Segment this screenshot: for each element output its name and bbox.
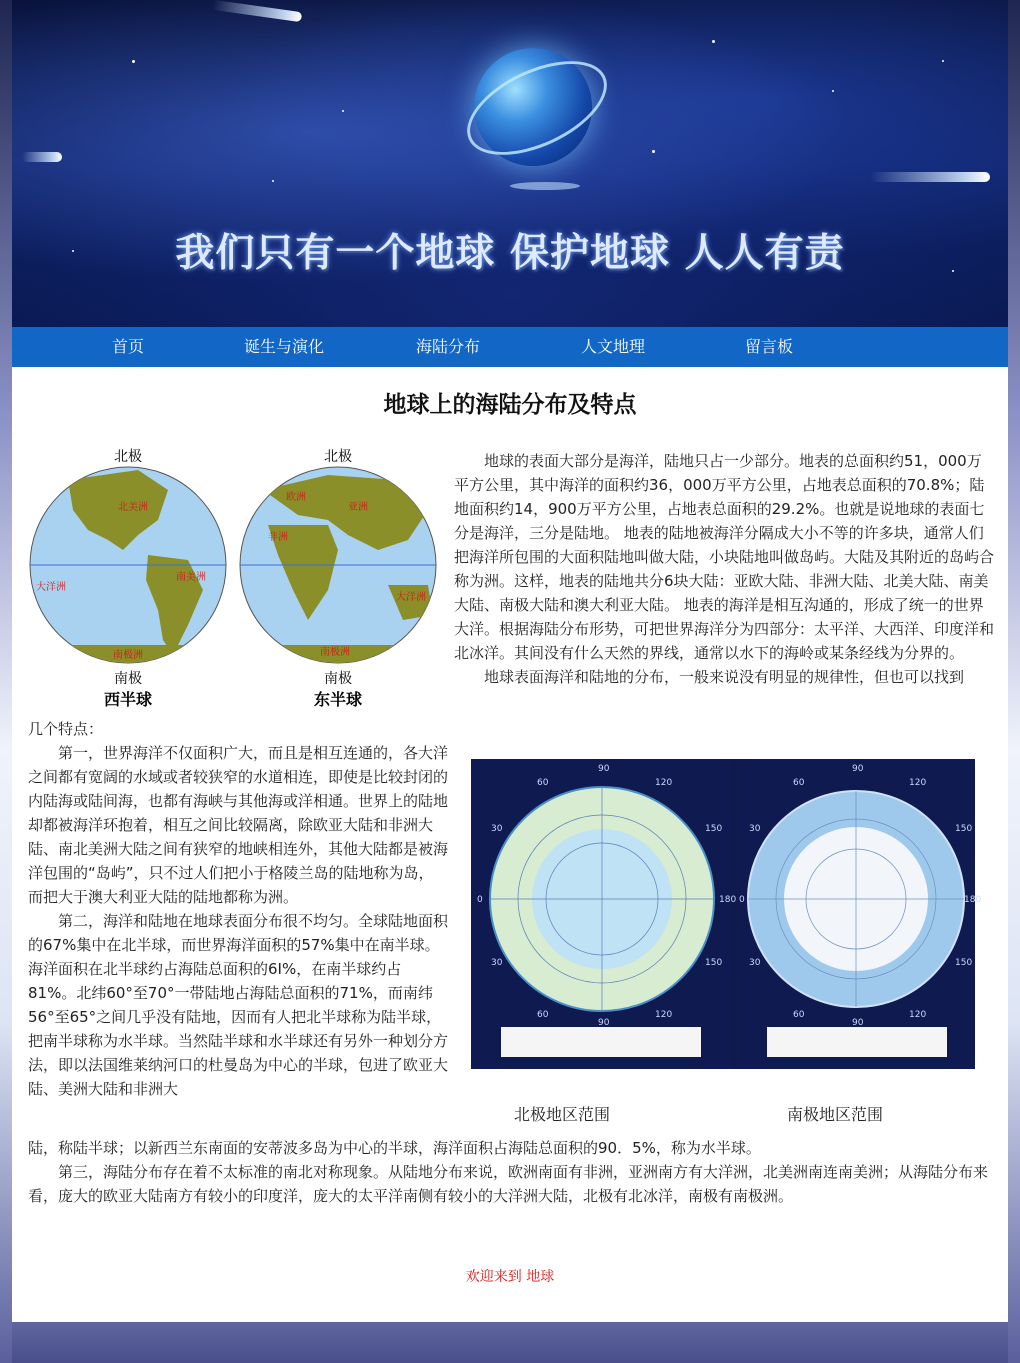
continent-label: 南极洲 bbox=[320, 647, 350, 658]
point-two-paragraph: 第二，海洋和陆地在地球表面分布很不均匀。全球陆地面积的67%集中在北半球，而世界海洋面积的57%集中在南半球。海洋面积在北半球约占海陆总面积的6I%，在南半球约占81%。北纬60°至70°一带陆地占海陆总面积的71%，而南纬56°至65°之间几乎没有陆地，因而有人把北半球称为陆半球，把南半球称为水半球。当然陆半球和水半球还有另外一种划分方法，即以法国维莱纳河口的杜曼岛为中心的半球，包进了欧亚大陆、美洲大陆和非洲大 bbox=[28, 912, 449, 1098]
polar-tick-label: 120 bbox=[655, 1010, 673, 1020]
polar-tick-label: 0 bbox=[477, 895, 483, 905]
left-column-text bbox=[28, 717, 448, 1101]
polar-tick-label: 90 bbox=[598, 1018, 610, 1028]
hemisphere-map-figure bbox=[28, 440, 438, 712]
lead-continuation: 几个特点： bbox=[28, 720, 104, 738]
full-width-text bbox=[28, 1136, 994, 1208]
east-north-pole-label: 北极 bbox=[324, 449, 352, 465]
west-north-pole-label: 北极 bbox=[114, 449, 142, 465]
globe-base bbox=[510, 182, 580, 190]
polar-tick-label: 0 bbox=[739, 895, 745, 905]
polar-tick-label: 30 bbox=[491, 958, 503, 968]
comet-decoration bbox=[212, 0, 303, 22]
lead-paragraph: 地球表面海洋和陆地的分布，一般来说没有明显的规律性，但也可以找到 bbox=[484, 668, 965, 686]
polar-tick-label: 90 bbox=[852, 764, 864, 774]
polar-tick-label: 150 bbox=[955, 958, 973, 968]
polar-tick-label: 120 bbox=[655, 778, 673, 788]
background-left-strip bbox=[0, 0, 12, 1363]
polar-tick-label: 120 bbox=[909, 778, 927, 788]
banner-slogan: 我们只有一个地球 保护地球 人人有责 bbox=[175, 231, 845, 276]
intro-paragraph-block bbox=[454, 449, 994, 689]
comet-decoration bbox=[870, 172, 990, 182]
polar-tick-label: 150 bbox=[705, 958, 723, 968]
polar-tick-label: 30 bbox=[749, 958, 761, 968]
comet-decoration bbox=[22, 152, 62, 162]
polar-tick-label: 60 bbox=[537, 778, 549, 788]
continent-label: 大洋洲 bbox=[36, 582, 66, 593]
main-nav bbox=[12, 327, 1008, 367]
background-right-strip bbox=[1008, 0, 1020, 1363]
nav-item-land-sea[interactable]: 海陆分布 bbox=[415, 337, 480, 356]
nav-item-human-geography[interactable]: 人文地理 bbox=[580, 337, 645, 356]
article-title: 地球上的海陆分布及特点 bbox=[383, 392, 637, 418]
polar-tick-label: 150 bbox=[955, 824, 973, 834]
polar-tick-label: 60 bbox=[793, 1010, 805, 1020]
east-south-pole-label: 南极 bbox=[324, 671, 352, 687]
south-pole-map-caption: 南极地区范围 bbox=[787, 1105, 884, 1124]
point-three-paragraph: 第三，海陆分布存在着不太标准的南北对称现象。从陆地分布来说，欧洲南面有非洲，亚洲南方有大洋洲，北美洲南连南美洲；从海陆分布来看，庞大的欧亚大陆南方有较小的印度洋，庞大的太平洋南侧有较小的大洋洲大陆，北极有北冰洋，南极有南极洲。 bbox=[28, 1163, 989, 1205]
intro-paragraph: 地球的表面大部分是海洋，陆地只占一少部分。地表的总面积约51，000万平方公里，其中海洋的面积约36，000万平方公里，占地表总面积的70.8%；陆地面积约14，900万平方公里，占地表总面积的29.2%。也就是说地球的表面七分是海洋，三分是陆地。 地表的陆地被海洋分隔成大小不等的许多块，通常人们把海洋所包围的大面积陆地叫做大陆，小块陆地叫做岛屿。大陆及其附近的岛屿合称为洲。这样，地表的陆地共分6块大陆：亚欧大陆、非洲大陆、北美大陆、南美大陆、南极大陆和澳大利亚大陆。 地表的海洋是相互沟通的，形成了统一的世界大洋。根据海陆分布形势，可把世界海洋分为四部分：太平洋、大西洋、印度洋和北冰洋。其间没有什么天然的界线，通常以水下的海岭或某条经线为分界的。 bbox=[454, 452, 995, 662]
polar-tick-label: 30 bbox=[491, 824, 503, 834]
continent-label: 南极洲 bbox=[113, 650, 143, 661]
continent-label: 非洲 bbox=[268, 532, 288, 543]
polar-tick-label: 90 bbox=[598, 764, 610, 774]
nav-item-origin[interactable]: 诞生与演化 bbox=[244, 337, 325, 356]
footer-welcome-text: 欢迎来到 地球 bbox=[465, 1269, 555, 1285]
continent-label: 欧洲 bbox=[286, 492, 306, 503]
continent-label: 大洋洲 bbox=[396, 592, 426, 603]
west-south-pole-label: 南极 bbox=[114, 671, 142, 687]
polar-tick-label: 90 bbox=[852, 1018, 864, 1028]
polar-tick-label: 30 bbox=[749, 824, 761, 834]
continent-label: 亚洲 bbox=[348, 502, 368, 513]
polar-tick-label: 180 bbox=[719, 895, 737, 905]
continent-label: 北美洲 bbox=[118, 502, 148, 513]
point-one-paragraph: 第一，世界海洋不仅面积广大，而且是相互连通的，各大洋之间都有宽阔的水域或者较狭窄的水道相连，即使是比较封闭的内陆海或陆间海，也都有海峡与其他海或洋相通。世界上的陆地却都被海洋环抱着，相互之间比较隔离，除欧亚大陆和非洲大陆、南北美洲大陆之间有狭窄的地峡相连外，其他大陆都是被海洋包围的“岛屿”，只不过人们把小于格陵兰岛的陆地称为岛，而把大于澳大利亚大陆的陆地都称为洲。 bbox=[28, 744, 449, 906]
header-banner bbox=[12, 0, 1008, 327]
polar-tick-label: 180 bbox=[964, 895, 982, 905]
west-hemisphere-label: 西半球 bbox=[103, 690, 153, 709]
polar-map-figure bbox=[471, 759, 982, 1069]
polar-tick-label: 60 bbox=[537, 1010, 549, 1020]
nav-item-home[interactable]: 首页 bbox=[111, 337, 144, 356]
continent-label: 南美洲 bbox=[176, 572, 206, 583]
north-pole-map-caption: 北极地区范围 bbox=[514, 1105, 611, 1124]
polar-tick-label: 120 bbox=[909, 1010, 927, 1020]
nav-item-guestbook[interactable]: 留言板 bbox=[744, 337, 793, 356]
east-hemisphere-label: 东半球 bbox=[313, 690, 363, 709]
point-two-continuation: 陆，称陆半球；以新西兰东南面的安蒂波多岛为中心的半球，海洋面积占海陆总面积的90．5%，称为水半球。 bbox=[28, 1139, 761, 1157]
polar-tick-label: 60 bbox=[793, 778, 805, 788]
polar-tick-label: 150 bbox=[705, 824, 723, 834]
page-container bbox=[12, 0, 1008, 1322]
